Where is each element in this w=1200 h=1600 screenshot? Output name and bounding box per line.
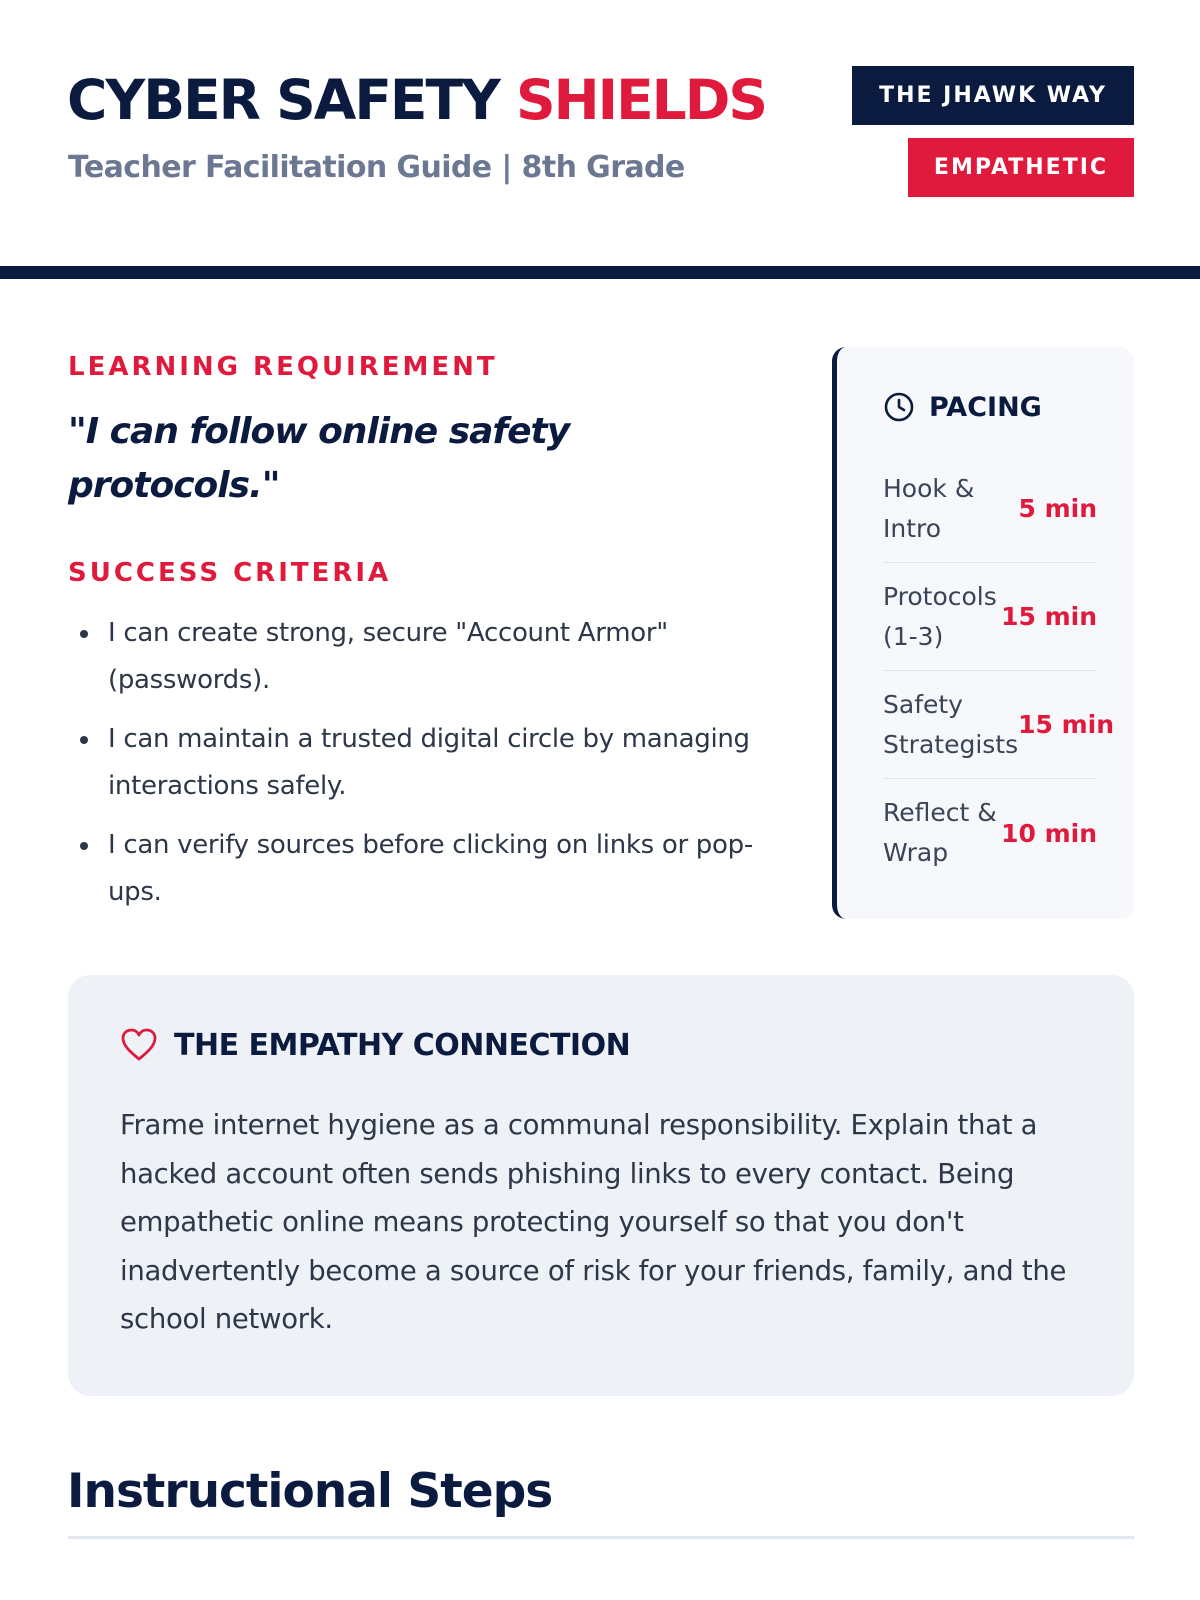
badge-jhawk-way: THE JHAWK WAY: [852, 66, 1134, 125]
pacing-activity: Safety Strategists: [883, 689, 1019, 759]
pacing-activity: Hook & Intro: [883, 473, 975, 543]
learning-requirement-text: "I can follow online safety protocols.": [68, 411, 570, 506]
pacing-duration: 5 min: [1018, 494, 1097, 523]
criteria-item: I can verify sources before clicking on links or pop-ups.: [68, 822, 768, 916]
empathy-body: Frame internet hygiene as a communal responsibility. Explain that a hacked account often sends phishing links to every contact. Being empathetic online means protecting yourself so that you don't inadvertently become a source of risk for your friends, family, and the school network.: [120, 1109, 1067, 1335]
empathy-heading: [120, 1027, 630, 1063]
pacing-heading: [883, 391, 1042, 423]
pacing-list: [883, 455, 1115, 887]
clock-icon: [883, 391, 915, 423]
title-accent: SHIELDS: [516, 68, 766, 132]
success-criteria-label: SUCCESS CRITERIA: [68, 558, 392, 588]
pacing-row: [883, 671, 1115, 779]
badge-empathetic: EMPATHETIC: [908, 138, 1134, 197]
section-divider: [68, 1536, 1134, 1539]
empathy-title: THE EMPATHY CONNECTION: [174, 1027, 631, 1063]
criteria-item: I can create strong, secure "Account Armor" (passwords).: [68, 610, 768, 704]
learning-requirement-label: LEARNING REQUIREMENT: [68, 352, 498, 382]
header-divider: [0, 266, 1200, 279]
success-criteria-list: [68, 610, 768, 928]
pacing-duration: 15 min: [1001, 602, 1097, 631]
heart-icon: [120, 1027, 158, 1063]
pacing-duration: 15 min: [1018, 710, 1115, 739]
pacing-duration: 10 min: [1001, 818, 1097, 848]
page-title: [67, 68, 766, 132]
criteria-item: I can maintain a trusted digital circle by managing interactions safely.: [68, 716, 768, 810]
pacing-activity: Reflect & Wrap: [883, 798, 997, 867]
page-subtitle: Teacher Facilitation Guide | 8th Grade: [68, 150, 685, 185]
pacing-card: [832, 347, 1134, 919]
page-header: [0, 0, 1200, 268]
pacing-row: [883, 779, 1097, 887]
pacing-row: [883, 455, 1097, 563]
pacing-title: PACING: [929, 391, 1042, 423]
instructional-steps-heading: Instructional Steps: [67, 1464, 553, 1519]
empathy-connection-card: [68, 975, 1134, 1396]
title-main: CYBER SAFETY: [67, 68, 516, 132]
pacing-row: [883, 563, 1097, 671]
pacing-activity: Protocols (1-3): [883, 581, 997, 651]
